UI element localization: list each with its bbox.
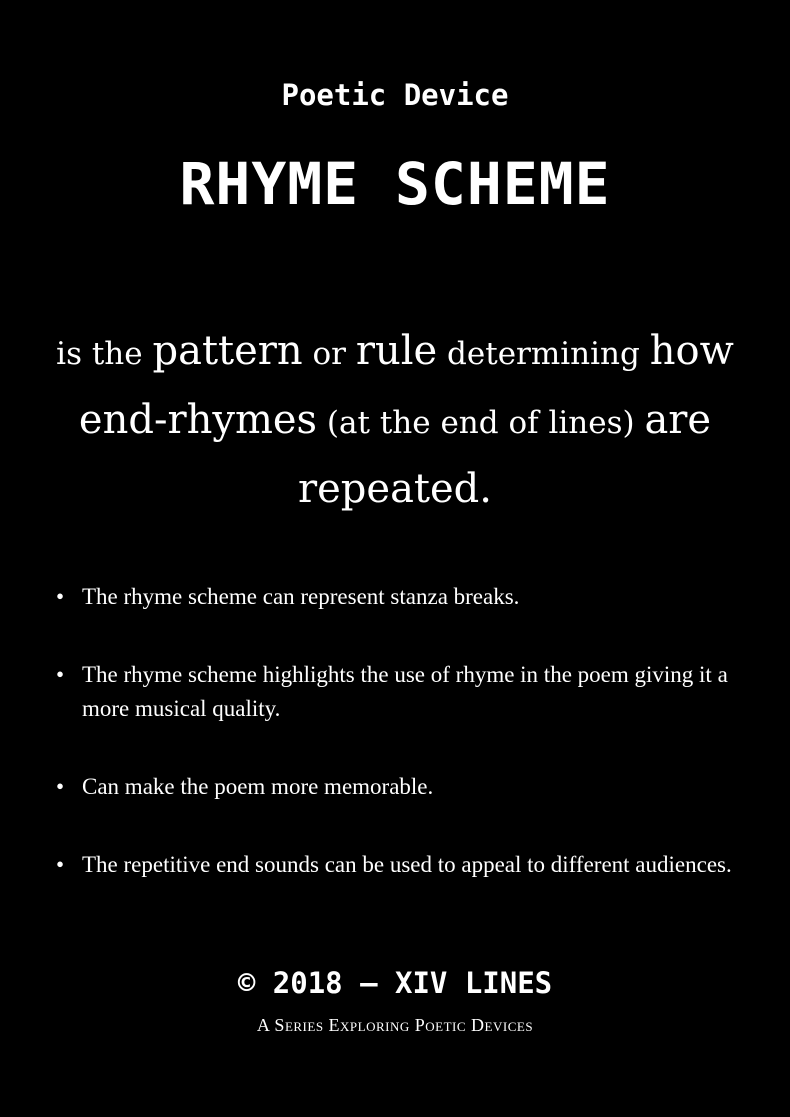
definition-emphasis-repeated: repeated. (298, 466, 492, 512)
definition-fragment: determining (437, 336, 650, 372)
list-item-text: The rhyme scheme highlights the use of rhyme in the poem giving it a more musical quality. (82, 662, 728, 721)
eyebrow-label: Poetic Device (281, 78, 509, 112)
definition-emphasis-are: are (644, 397, 712, 443)
bullet-marker: • (56, 584, 65, 609)
definition-emphasis-rule: rule (355, 328, 438, 374)
list-item (52, 580, 752, 614)
copyright-line: © 2018 – XIV LINES (237, 966, 553, 1000)
definition-fragment: or (302, 336, 356, 372)
definition-emphasis-end-rhymes: end-rhymes (78, 397, 318, 443)
definition-fragment: (at the end of lines) (317, 405, 645, 441)
definition-emphasis-how: how (649, 328, 734, 374)
list-item (52, 848, 752, 882)
list-item (52, 658, 752, 726)
page-title: RHYME SCHEME (179, 150, 611, 218)
bullet-marker: • (56, 852, 65, 877)
list-item (52, 770, 752, 804)
list-item-text: Can make the poem more memorable. (82, 774, 434, 799)
bullet-marker: • (56, 662, 65, 687)
list-item-text: The repetitive end sounds can be used to appeal to different audiences. (82, 852, 732, 877)
list-item-text: The rhyme scheme can represent stanza breaks. (82, 584, 520, 609)
definition-emphasis-pattern: pattern (152, 328, 303, 374)
definition-fragment: is the (56, 336, 153, 372)
definition-text (40, 318, 750, 525)
bullet-marker: • (56, 774, 65, 799)
bullet-list (52, 580, 752, 926)
series-tagline: A Series Exploring Poetic Devices (256, 1015, 534, 1035)
